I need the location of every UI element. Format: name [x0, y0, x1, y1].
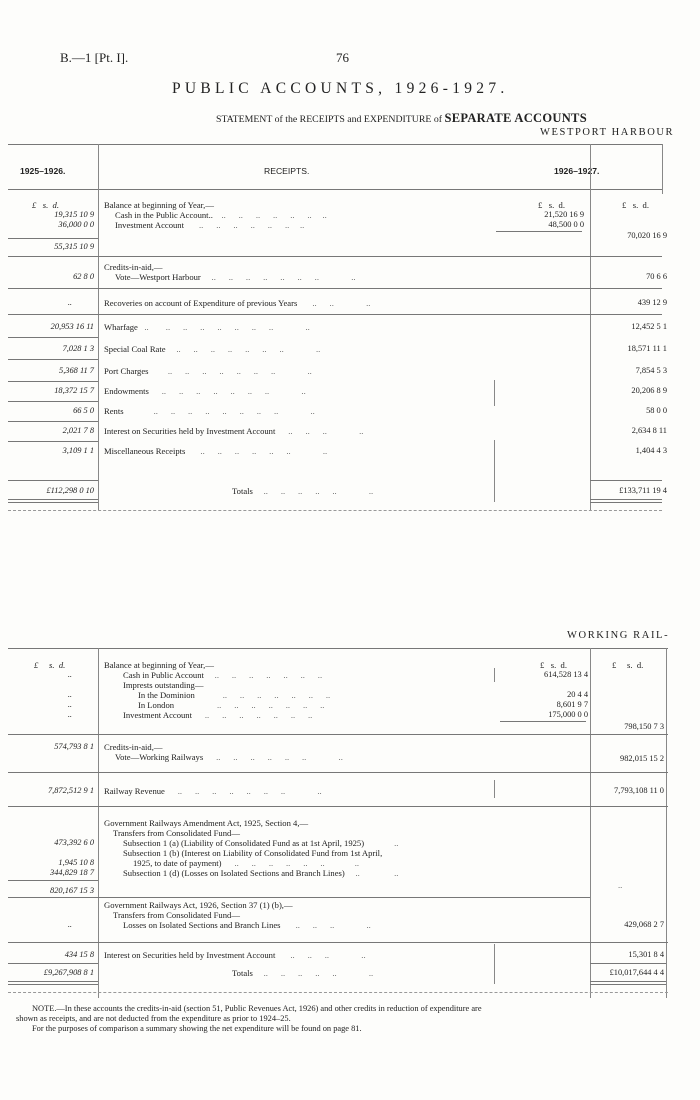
prev-coal: 7,028 1 3	[62, 344, 94, 353]
rail-row-invest: Investment Account .. .. .. .. .. .. ..	[123, 710, 313, 720]
rail-prev-invest: ..	[67, 710, 72, 719]
rail-row-imprests: Imprests outstanding—	[123, 680, 204, 690]
prev-totals: £112,298 0 10	[46, 486, 94, 495]
rail-prev-cash: ..	[67, 670, 72, 679]
rail-prev-sub1d: 344,829 18 7	[50, 868, 94, 877]
row-label-totals: Totals .. .. .. .. .. ..	[232, 486, 374, 496]
row-label-coal: Special Coal Rate .. .. .. .. .. .. .. ..	[104, 344, 321, 354]
prev-rents: 66 5 0	[73, 406, 94, 415]
rail-row-sub1d: Subsection 1 (d) (Losses on Isolated Sections and Branch Lines) .. ..	[123, 868, 399, 878]
row-label-vote: Vote—Westport Harbour .. .. .. .. .. .. .. ..	[115, 272, 356, 282]
rail-row-totals: Totals .. .. .. .. .. ..	[232, 968, 374, 978]
rail-money-header-prev: £ s. d.	[34, 660, 66, 670]
rail-row-losses: Losses on Isolated Sections and Branch Lines .. .. .. ..	[123, 920, 371, 930]
rail-curr-losses: 429,068 2 7	[624, 920, 664, 929]
curr-vote: 70 6 6	[646, 272, 667, 281]
prev-balance-total: 55,315 10 9	[54, 242, 94, 251]
prev-wharfage: 20,953 16 11	[50, 322, 94, 331]
rail-row-gra1925: Government Railways Amendment Act, 1925, Section 4,—	[104, 818, 309, 828]
rail-prev-interest: 434 15 8	[64, 950, 94, 959]
page-number: 76	[336, 50, 349, 65]
col-header-1926: 1926–1927.	[554, 166, 600, 176]
curr-endow: 20,206 8 9	[631, 386, 667, 395]
curr-interest: 2,634 8 11	[631, 426, 667, 435]
rail-sub-invest: 175,000 0 0	[548, 710, 588, 719]
row-label-endow: Endowments .. .. .. .. .. .. .. ..	[104, 386, 306, 396]
rail-row-sub1a: Subsection 1 (a) (Liability of Consolidated Fund as at 1st April, 1925) ..	[123, 838, 399, 848]
money-header-prev: £ s. d.	[32, 200, 59, 210]
sub-cash: 21,520 16 9	[544, 210, 584, 219]
curr-coal: 18,571 11 1	[627, 344, 667, 353]
rail-prev-totals: £9,267,908 8 1	[43, 968, 94, 977]
page-ref: B.—1 [Pt. I].	[60, 50, 129, 65]
rail-sub-cash: 614,528 13 4	[544, 670, 588, 679]
row-label-credits: Credits-in-aid,—	[104, 262, 163, 272]
rail-row-transfers2: Transfers from Consolidated Fund—	[113, 910, 240, 920]
rail-curr-totals: £10,017,644 4 4	[609, 968, 664, 977]
prev-interest: 2,021 7 8	[62, 426, 94, 435]
statement-emphasis: SEPARATE ACCOUNTS	[444, 111, 587, 125]
col-header-receipts: RECEIPTS.	[264, 166, 310, 176]
rail-row-revenue: Railway Revenue .. .. .. .. .. .. .. ..	[104, 786, 322, 796]
money-header-sub: £ s. d.	[538, 200, 565, 210]
row-label-invest: Investment Account .. .. .. .. .. .. ..	[115, 220, 305, 230]
rail-curr-revenue: 7,793,108 11 0	[614, 786, 664, 795]
prev-endow: 18,372 15 7	[54, 386, 94, 395]
rail-row-gra1926: Government Railways Act, 1926, Section 37 (1) (b),—	[104, 900, 293, 910]
row-label-balance: Balance at beginning of Year,—	[104, 200, 214, 210]
rail-row-transfers1: Transfers from Consolidated Fund—	[113, 828, 240, 838]
rail-sub-dominion: 20 4 4	[567, 690, 588, 699]
prev-misc: 3,109 1 1	[62, 446, 94, 455]
note-1: NOTE.—In these accounts the credits-in-aid (section 51, Public Revenues Act, 1926) and other credits in reduction of expenditure are	[32, 1004, 482, 1013]
westport-heading: WESTPORT HARBOUR	[540, 127, 675, 138]
sub-invest: 48,500 0 0	[548, 220, 584, 229]
money-header-curr: £ s. d.	[622, 200, 649, 210]
rail-curr-interest: 15,301 8 4	[628, 950, 664, 959]
row-label-misc: Miscellaneous Receipts .. .. .. .. .. .. ..	[104, 446, 328, 456]
curr-port: 7,854 5 3	[635, 366, 667, 375]
col-header-1925: 1925–1926.	[20, 166, 66, 176]
row-label-cash: Cash in the Public Account.. .. .. .. .. .. .. ..	[115, 210, 327, 220]
rail-subtotal-dots: ..	[618, 880, 623, 890]
rail-prev-sub1b: 1,945 10 8	[58, 858, 94, 867]
curr-rents: 58 0 0	[646, 406, 667, 415]
rail-row-credits: Credits-in-aid,—	[104, 742, 163, 752]
curr-recoveries: 439 12 9	[637, 298, 667, 307]
rail-row-vote: Vote—Working Railways .. .. .. .. .. .. ..	[115, 752, 343, 762]
rail-sub-london: 8,601 9 7	[556, 700, 588, 709]
railways-heading: WORKING RAIL-	[567, 630, 670, 641]
rail-money-header-sub: £ s. d.	[540, 660, 567, 670]
curr-wharfage: 12,452 5 1	[631, 322, 667, 331]
page-title: PUBLIC ACCOUNTS, 1926-1927.	[172, 80, 509, 97]
rail-row-sub1b: Subsection 1 (b) (Interest on Liability of Consolidated Fund from 1st April,	[123, 848, 383, 858]
rail-row-balance: Balance at beginning of Year,—	[104, 660, 214, 670]
note-2: For the purposes of comparison a summary showing the net expenditure will be found on page 81.	[32, 1024, 362, 1033]
note-1b: shown as receipts, and are not deducted from the expenditure as prior to 1924–25.	[16, 1014, 291, 1023]
row-label-interest: Interest on Securities held by Investment Account .. .. .. ..	[104, 426, 364, 436]
rail-prev-dominion: ..	[67, 690, 72, 699]
rail-curr-balance: 798,150 7 3	[624, 722, 664, 731]
rail-row-cash: Cash in Public Account .. .. .. .. .. .. ..	[123, 670, 323, 680]
rail-prev-subtotal: 820,167 15 3	[50, 886, 94, 895]
rail-row-london: In London .. .. .. .. .. .. ..	[138, 700, 325, 710]
rail-prev-credits: 574,793 8 1	[54, 742, 94, 751]
rail-money-header-curr: £ s. d.	[612, 660, 644, 670]
prev-invest: 36,000 0 0	[58, 220, 94, 229]
curr-totals: £133,711 19 4	[619, 486, 667, 495]
statement-line	[216, 111, 587, 126]
rail-prev-sub1a: 473,392 6 0	[54, 838, 94, 847]
curr-balance: 70,020 16 9	[627, 231, 667, 240]
prev-port: 5,368 11 7	[59, 366, 94, 375]
rail-row-sub1b2: 1925, to date of payment) .. .. .. .. .. .. ..	[133, 858, 360, 868]
rail-curr-vote: 982,015 15 2	[620, 754, 664, 763]
prev-recoveries: ..	[67, 298, 72, 307]
prev-cash: 19,315 10 9	[54, 210, 94, 219]
rail-prev-revenue: 7,872,512 9 1	[47, 786, 94, 795]
row-label-wharfage: Wharfage .. .. .. .. .. .. .. .. ..	[104, 322, 310, 332]
statement-text: STATEMENT of the RECEIPTS and EXPENDITURE of	[216, 114, 442, 125]
prev-vote: 62 8 0	[73, 272, 94, 281]
curr-misc: 1,404 4 3	[635, 446, 667, 455]
row-label-recoveries: Recoveries on account of Expenditure of previous Years .. .. ..	[104, 298, 371, 308]
rail-row-dominion: In the Dominion .. .. .. .. .. .. ..	[138, 690, 331, 700]
row-label-port: Port Charges .. .. .. .. .. .. .. ..	[104, 366, 312, 376]
rail-prev-losses: ..	[67, 920, 72, 929]
rail-prev-london: ..	[67, 700, 72, 709]
row-label-rents: Rents .. .. .. .. .. .. .. .. ..	[104, 406, 315, 416]
rail-row-interest: Interest on Securities held by Investment Account .. .. .. ..	[104, 950, 366, 960]
